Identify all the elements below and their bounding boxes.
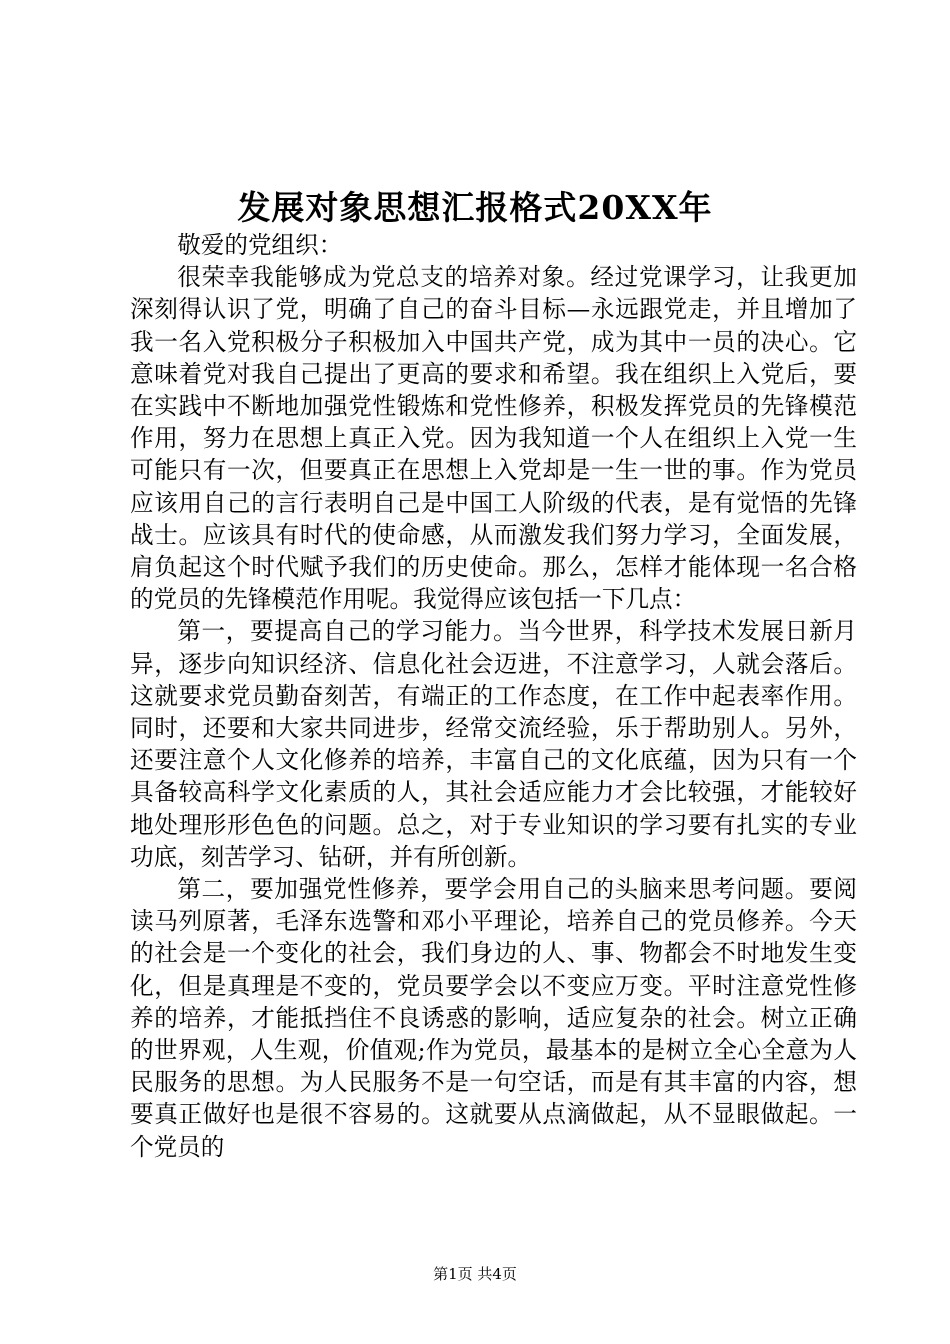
document-body	[130, 229, 857, 1163]
page-number-footer: 第1页 共4页	[433, 1265, 517, 1283]
paragraph-second-point: 第二，要加强党性修养，要学会用自己的头脑来思考问题。要阅读马列原著，毛泽东选警和邓小平理论，培养自己的党员修养。今天的社会是一个变化的社会，我们身边的人、事、物都会不时地发生变化，但是真理是不变的，党员要学会以不变应万变。平时注意党性修养的培养，才能抵挡住不良诱惑的影响，适应复杂的社会。树立正确的世界观，人生观，价值观;作为党员，最基本的是树立全心全意为人民服务的思想。为人民服务不是一句空话，而是有其丰富的内容，想要真正做好也是很不容易的。这就要从点滴做起，从不显眼做起。一个党员的	[130, 875, 857, 1161]
salutation: 敬爱的党组织：	[177, 231, 343, 259]
document-title: 发展对象思想汇报格式20XX年	[237, 188, 713, 227]
paragraph-intro: 很荣幸我能够成为党总支的培养对象。经过党课学习，让我更加深刻得认识了党，明确了自己的奋斗目标—永远跟党走，并且增加了我一名入党积极分子积极加入中国共产党，成为其中一员的决心。它意味着党对我自己提出了更高的要求和希望。我在组织上入党后，要在实践中不断地加强党性锻炼和党性修养，积极发挥党员的先锋模范作用，努力在思想上真正入党。因为我知道一个人在组织上入党一生可能只有一次，但要真正在思想上入党却是一生一世的事。作为党员应该用自己的言行表明自己是中国工人阶级的代表，是有觉悟的先锋战士。应该具有时代的使命感，从而激发我们努力学习，全面发展，肩负起这个时代赋予我们的历史使命。那么，怎样才能体现一名合格的党员的先锋模范作用呢。我觉得应该包括一下几点：	[130, 263, 857, 614]
paragraph-first-point: 第一，要提高自己的学习能力。当今世界，科学技术发展日新月异，逐步向知识经济、信息化社会迈进，不注意学习，人就会落后。这就要求党员勤奋刻苦，有端正的工作态度，在工作中起表率作用。同时，还要和大家共同进步，经常交流经验，乐于帮助别人。另外，还要注意个人文化修养的培养，丰富自己的文化底蕴，因为只有一个具备较高科学文化素质的人，其社会适应能力才会比较强，才能较好地处理形形色色的问题。总之，对于专业知识的学习要有扎实的专业功底，刻苦学习、钻研，并有所创新。	[130, 617, 857, 871]
